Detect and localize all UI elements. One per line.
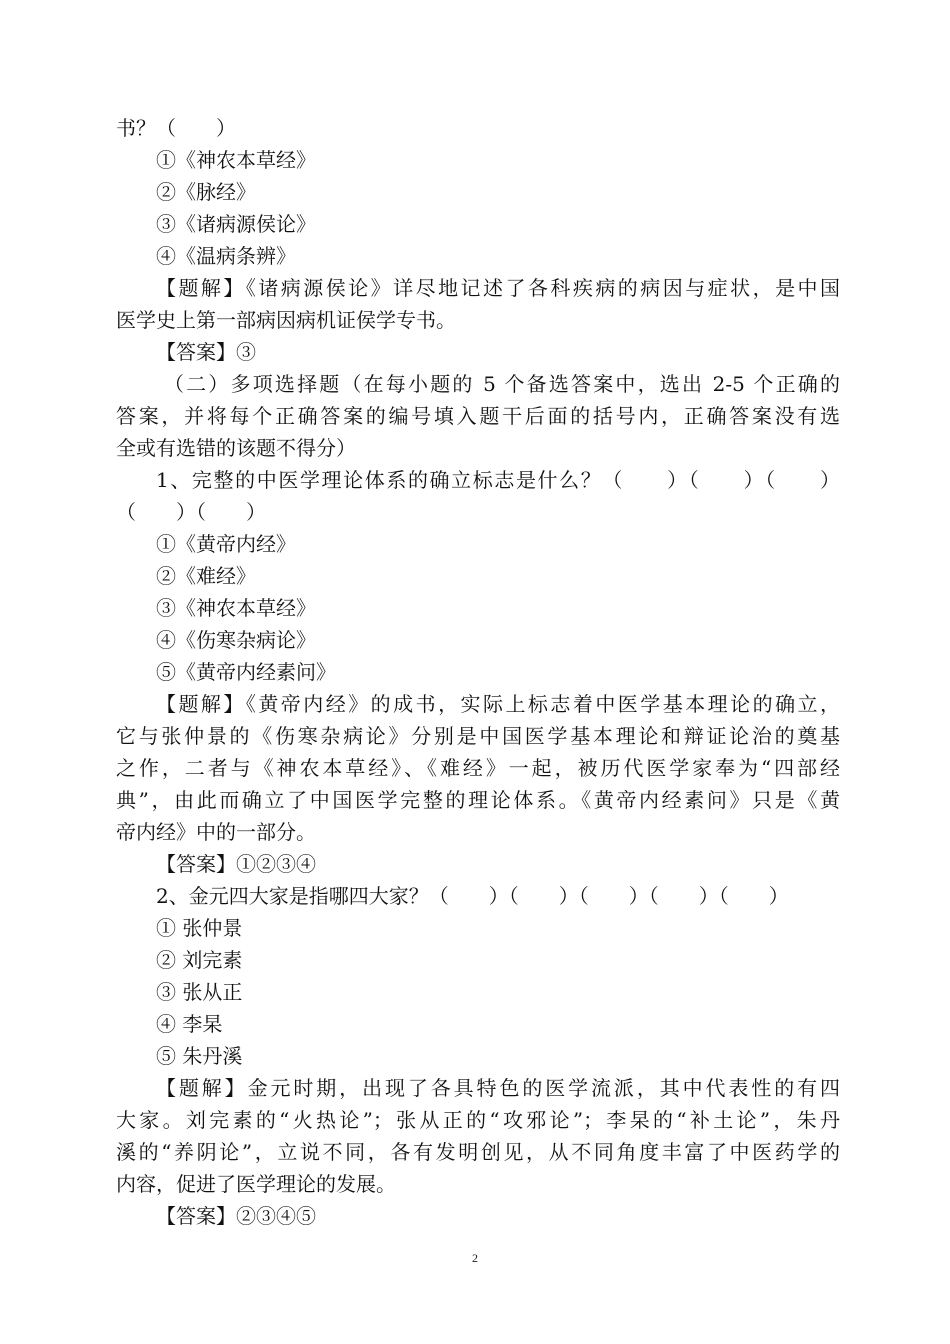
option-line: ④ 李杲 [156, 1012, 223, 1036]
option-line: ①《神农本草经》 [156, 148, 316, 172]
option-line: ①《黄帝内经》 [156, 532, 296, 556]
option-line: ③《神农本草经》 [156, 596, 316, 620]
page-number: 2 [472, 1251, 478, 1265]
answer-line: 【答案】①②③④ [156, 852, 316, 876]
explanation-line: 之作，二者与《神农本草经》、《难经》一起，被历代医学家奉为“四部经 [116, 756, 840, 780]
question-line: （ ）（ ） [116, 500, 266, 524]
explanation-line: 内容，促进了医学理论的发展。 [116, 1172, 396, 1196]
section-heading: （二）多项选择题（在每小题的 5 个备选答案中，选出 2-5 个正确的 [164, 372, 840, 396]
explanation-line: 帝内经》中的一部分。 [116, 820, 316, 844]
option-line: ③ 张从正 [156, 980, 243, 1004]
explanation-line: 典”，由此而确立了中国医学完整的理论体系。《黄帝内经素问》只是《黄 [116, 788, 840, 812]
section-heading: 答案，并将每个正确答案的编号填入题干后面的括号内，正确答案没有选 [116, 404, 840, 428]
option-line: ②《难经》 [156, 564, 256, 588]
explanation-line: 它与张仲景的《伤寒杂病论》分别是中国医学基本理论和辩证论治的奠基 [116, 724, 840, 748]
answer-line: 【答案】③ [156, 340, 256, 364]
option-line: ②《脉经》 [156, 180, 256, 204]
question-line: 1、完整的中医学理论体系的确立标志是什么？（ ）（ ）（ ） [156, 468, 840, 492]
explanation-line: 【题解】《黄帝内经》的成书，实际上标志着中医学基本理论的确立， [156, 692, 840, 716]
option-line: ⑤ 朱丹溪 [156, 1044, 243, 1068]
option-line: ② 刘完素 [156, 948, 243, 972]
explanation-line: 医学史上第一部病因病机证侯学专书。 [116, 308, 456, 332]
explanation-line: 溪的“养阴论”，立说不同，各有发明创见，从不同角度丰富了中医药学的 [116, 1140, 840, 1164]
option-line: ⑤《黄帝内经素问》 [156, 660, 336, 684]
text-line: 书？（ ） [116, 116, 236, 140]
explanation-line: 大家。刘完素的“火热论”；张从正的“攻邪论”；李杲的“补土论”，朱丹 [116, 1108, 840, 1132]
option-line: ① 张仲景 [156, 916, 243, 940]
option-line: ④《伤寒杂病论》 [156, 628, 316, 652]
question-line: 2、金元四大家是指哪四大家？（ ）（ ）（ ）（ ）（ ） [156, 884, 789, 908]
answer-line: 【答案】②③④⑤ [156, 1204, 316, 1228]
explanation-line: 【题解】《诸病源侯论》详尽地记述了各科疾病的病因与症状，是中国 [156, 276, 840, 300]
option-line: ④《温病条辨》 [156, 244, 296, 268]
explanation-line: 【题解】金元时期，出现了各具特色的医学流派，其中代表性的有四 [156, 1076, 840, 1100]
section-heading: 全或有选错的该题不得分） [116, 436, 356, 460]
option-line: ③《诸病源侯论》 [156, 212, 316, 236]
